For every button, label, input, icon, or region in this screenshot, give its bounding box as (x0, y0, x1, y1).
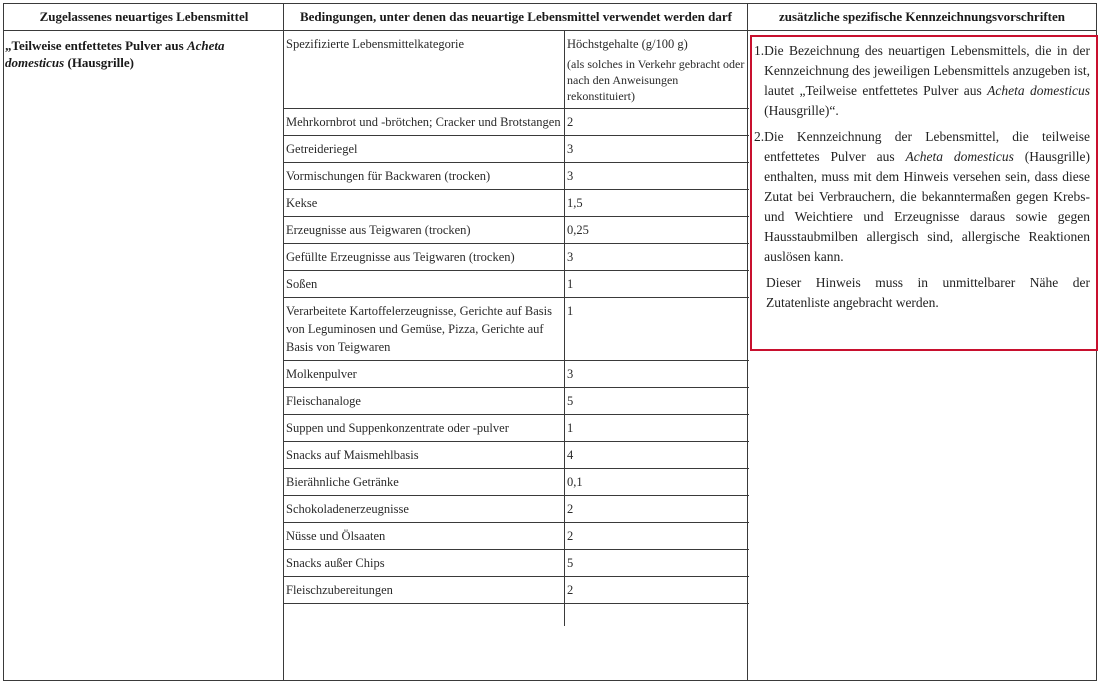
labelling-species: Acheta domesticus (905, 149, 1014, 164)
conditions-row (284, 496, 749, 523)
food-category-cell: Fleischzubereitungen (284, 577, 565, 604)
food-name-species: Acheta domesticus (5, 38, 225, 70)
conditions-row (284, 361, 749, 388)
conditions-row (284, 136, 749, 163)
food-name (5, 37, 277, 71)
labelling-item-number: 2. (754, 129, 765, 144)
labelling-species: Acheta domesticus (987, 83, 1090, 98)
conditions-row (284, 415, 749, 442)
food-category-cell: Gefüllte Erzeugnisse aus Teigwaren (trocken) (284, 244, 565, 271)
max-level-cell: 5 (565, 550, 750, 577)
food-category-cell: Suppen und Suppenkonzentrate oder -pulver (284, 415, 565, 442)
max-level-cell: 1 (565, 415, 750, 442)
max-level-cell: 1 (565, 298, 750, 361)
header-labelling: zusätzliche spezifische Kennzeichnungsvorschriften (748, 3, 1096, 31)
conditions-row (284, 271, 749, 298)
food-category-cell: Nüsse und Ölsaaten (284, 523, 565, 550)
food-category-cell: Erzeugnisse aus Teigwaren (trocken) (284, 217, 565, 244)
conditions-row (284, 523, 749, 550)
food-category-cell: Fleischanaloge (284, 388, 565, 415)
max-level-header-note: (als solches in Verkehr gebracht oder nach den Anweisungen rekonstituiert) (567, 57, 745, 103)
food-name-prefix: „Teilweise entfettetes Pulver aus (5, 38, 187, 53)
food-category-cell: Molkenpulver (284, 361, 565, 388)
max-level-cell: 3 (565, 361, 750, 388)
labelling-requirements-box (750, 35, 1098, 351)
labelling-note: Dieser Hinweis muss in unmittelbarer Nähe der Zutatenliste angebracht werden. (766, 275, 1090, 310)
max-level-cell: 2 (565, 496, 750, 523)
food-category-cell: Soßen (284, 271, 565, 298)
food-category-cell: Mehrkornbrot und -brötchen; Cracker und Brotstangen (284, 109, 565, 136)
max-level-cell: 2 (565, 109, 750, 136)
food-name-suffix: (Hausgrille) (64, 55, 134, 70)
max-level-cell: 1,5 (565, 190, 750, 217)
food-category-cell: Schokoladenerzeugnisse (284, 496, 565, 523)
max-level-cell: 0,1 (565, 469, 750, 496)
labelling-item-2 (756, 127, 1090, 267)
conditions-row (284, 577, 749, 604)
max-level-cell: 3 (565, 136, 750, 163)
conditions-row (284, 190, 749, 217)
max-level-cell: 4 (565, 442, 750, 469)
conditions-header-row (284, 31, 749, 109)
max-level-header-title: Höchstgehalte (g/100 g) (567, 37, 688, 51)
conditions-row (284, 550, 749, 577)
food-category-cell: Verarbeitete Kartoffelerzeugnisse, Gerichte auf Basis von Leguminosen und Gemüse, Pizza, Gerichte auf Basis von Teigwaren (284, 298, 565, 361)
labelling-item-1 (756, 41, 1090, 121)
labelling-text-part: Die Bezeichnung des neuartigen Lebensmittels, die in der Kennzeichnung des jeweiligen Lebensmittels anzugeben ist, lautet „Teilweise entfettetes Pulver aus (764, 43, 1090, 98)
conditions-row (284, 388, 749, 415)
conditions-row (284, 442, 749, 469)
food-category-cell: Kekse (284, 190, 565, 217)
max-level-cell: 2 (565, 523, 750, 550)
conditions-row (284, 109, 749, 136)
food-category-cell: Vormischungen für Backwaren (trocken) (284, 163, 565, 190)
labelling-item-number: 1. (754, 43, 765, 58)
max-level-cell: 3 (565, 163, 750, 190)
max-level-cell: 2 (565, 577, 750, 604)
labelling-text-part: Die Kennzeichnung der Lebensmittel, die teilweise entfettetes Pulver aus (764, 129, 1090, 164)
labelling-text-part: (Hausgrille)“. (764, 103, 839, 118)
category-header: Spezifizierte Lebensmittelkategorie (284, 31, 565, 109)
food-category-cell: Getreideriegel (284, 136, 565, 163)
max-level-cell: 0,25 (565, 217, 750, 244)
conditions-row (284, 217, 749, 244)
header-conditions: Bedingungen, unter denen das neuartige Lebensmittel verwendet werden darf (284, 3, 748, 31)
max-level-cell: 1 (565, 271, 750, 298)
labelling-item-text (764, 41, 1090, 121)
conditions-row (284, 244, 749, 271)
max-level-header (565, 31, 750, 109)
header-food: Zugelassenes neuartiges Lebensmittel (4, 3, 284, 31)
conditions-empty-row (284, 604, 749, 627)
conditions-row (284, 163, 749, 190)
max-level-cell: 5 (565, 388, 750, 415)
food-category-cell: Snacks auf Maismehlbasis (284, 442, 565, 469)
max-level-cell: 3 (565, 244, 750, 271)
labelling-item-text (764, 127, 1090, 267)
food-category-cell: Snacks außer Chips (284, 550, 565, 577)
conditions-table (284, 31, 749, 626)
food-category-cell: Bierähnliche Getränke (284, 469, 565, 496)
conditions-row (284, 298, 749, 361)
conditions-row (284, 469, 749, 496)
labelling-text-part: (Hausgrille) enthalten, muss mit dem Hinweis versehen sein, dass diese Zutat bei Verbrauchern, die bekanntermaßen gegen Krebs- und Weichtiere und Erzeugnisse daraus sowie gegen Hausstaubmilben allergisch sind, allergische Reaktionen auslösen kann. (764, 149, 1090, 264)
